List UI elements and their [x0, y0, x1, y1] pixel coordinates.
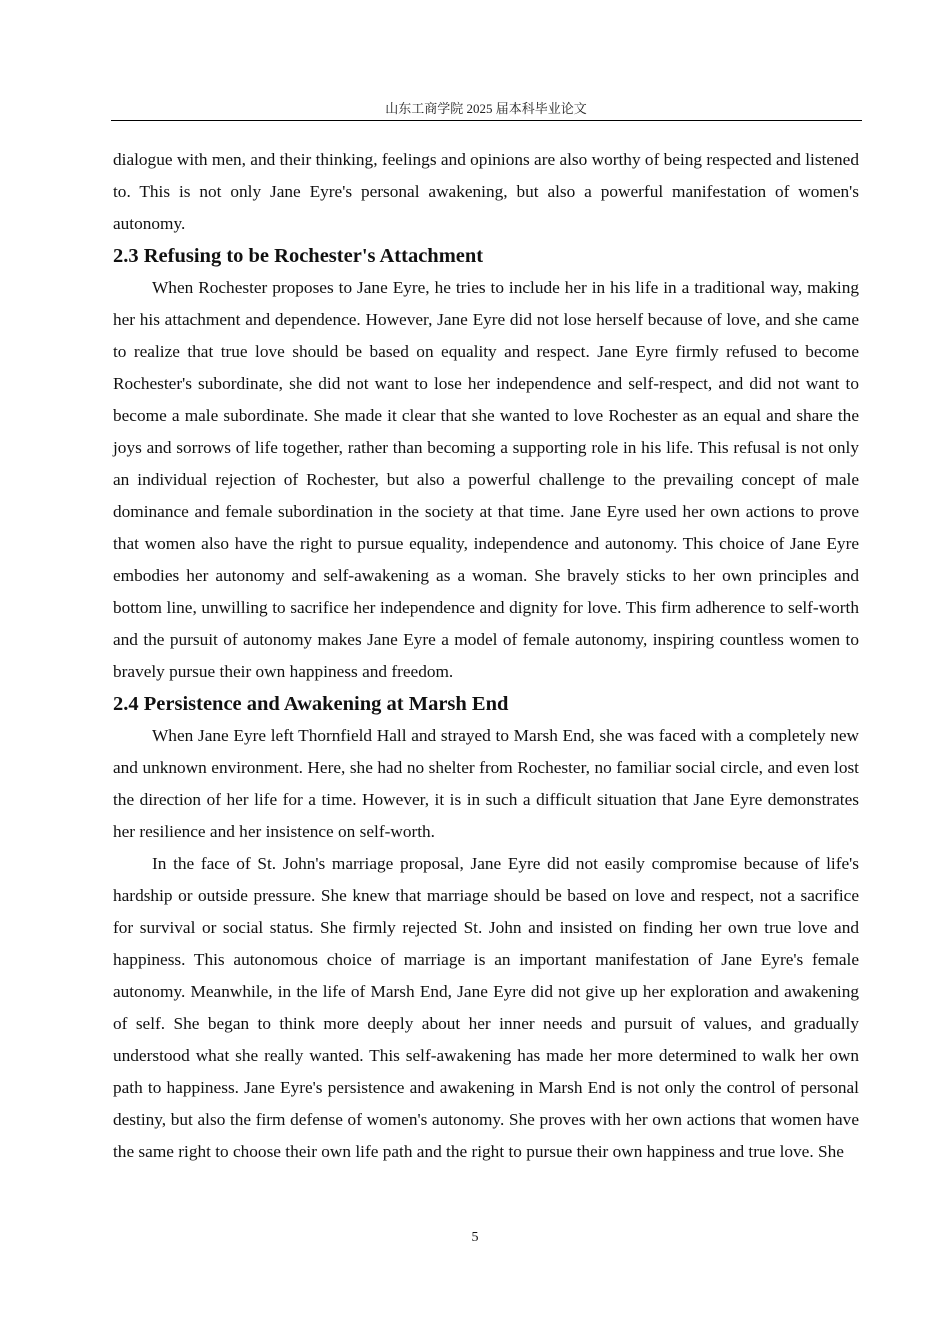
header-rule [111, 120, 862, 121]
paragraph-continuation: dialogue with men, and their thinking, feelings and opinions are also worthy of being respected and listened to. This is not only Jane Eyre's personal awakening, but also a powerful manifestation of women's autonomy. [113, 150, 859, 233]
paragraph-rochester: When Rochester proposes to Jane Eyre, he tries to include her in his life in a traditional way, making her his attachment and dependence. However, Jane Eyre did not lose herself because of love, and she came to realize that true love should be based on equality and respect. Jane Eyre firmly refused to become Rochester's subordinate, she did not want to lose her independence and self-respect, and did not want to become a male subordinate. She made it clear that she wanted to love Rochester as an equal and share the joys and sorrows of life together, rather than becoming a supporting role in his life. This refusal is not only an individual rejection of Rochester, but also a powerful challenge to the prevailing concept of male dominance and female subordination in the society at that time. Jane Eyre used her own actions to prove that women also have the right to pursue equality, independence and autonomy. This choice of Jane Eyre embodies her autonomy and self-awakening as a woman. She bravely sticks to her own principles and bottom line, unwilling to sacrifice her independence and dignity for love. This firm adherence to self-worth and the pursuit of autonomy makes Jane Eyre a model of female autonomy, inspiring countless women to bravely pursue their own happiness and freedom. [113, 278, 859, 681]
paragraph-marsh-end: When Jane Eyre left Thornfield Hall and strayed to Marsh End, she was faced with a completely new and unknown environment. Here, she had no shelter from Rochester, no familiar social circle, and even lost the direction of her life for a time. However, it is in such a difficult situation that Jane Eyre demonstrates her resilience and her insistence on self-worth. [113, 726, 859, 841]
section-heading-2-4: 2.4 Persistence and Awakening at Marsh End [113, 693, 509, 715]
page-number: 5 [471, 1230, 479, 1245]
document-body [113, 144, 859, 1168]
section-heading-2-3: 2.3 Refusing to be Rochester's Attachment [113, 245, 484, 267]
paragraph-st-john: In the face of St. John's marriage proposal, Jane Eyre did not easily compromise because of life's hardship or outside pressure. She knew that marriage should be based on love and respect, not a sacrifice for survival or social status. She firmly rejected St. John and insisted on finding her own true love and happiness. This autonomous choice of marriage is an important manifestation of Jane Eyre's female autonomy. Meanwhile, in the life of Marsh End, Jane Eyre did not give up her exploration and awakening of self. She began to think more deeply about her inner needs and pursuit of values, and gradually understood what she really wanted. This self-awakening has made her more determined to walk her own path to happiness. Jane Eyre's persistence and awakening in Marsh End is not only the control of personal destiny, but also the firm defense of women's autonomy. She proves with her own actions that women have the same right to choose their own life path and the right to pursue their own happiness and true love. She [113, 854, 859, 1161]
page-header: 山东工商学院 2025 届本科毕业论文 [385, 101, 587, 116]
